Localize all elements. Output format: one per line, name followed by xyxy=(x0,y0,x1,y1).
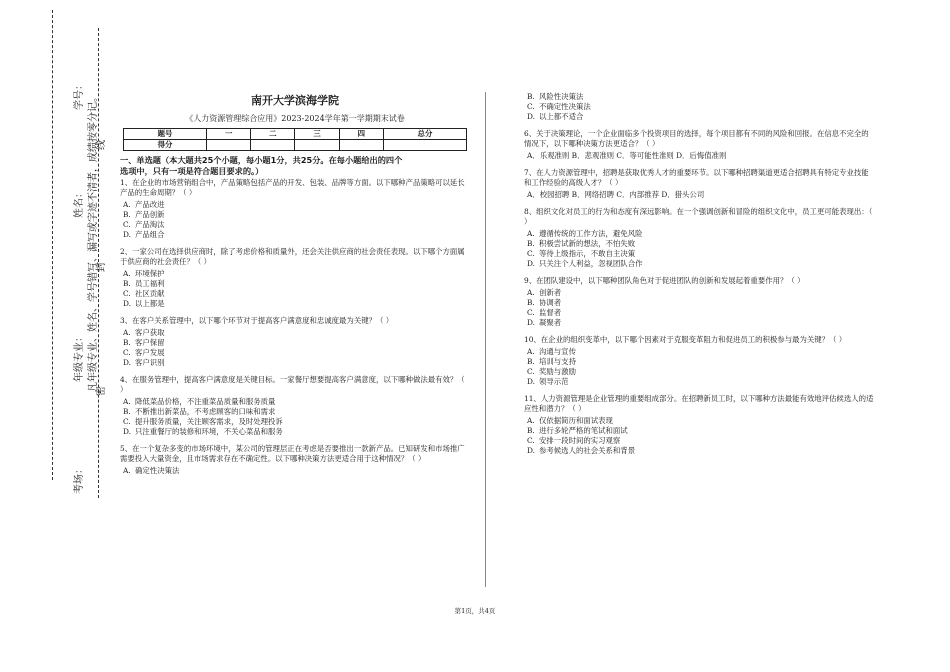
option-item xyxy=(120,348,470,358)
option-item xyxy=(524,446,874,456)
section-heading-line1: 一、单选题（本大题共25个小题，每小题1分，共25分。在每小题给出的四个 xyxy=(120,155,403,165)
question-5-continued-options xyxy=(524,92,874,122)
question-text: 2、一家公司在选择供应商时，除了考虑价格和质量外，还会关注供应商的社会责任表现。以下哪个方面属于供应商的社会责任？（ ） xyxy=(120,247,465,266)
option-letter: B. xyxy=(123,407,131,416)
question-text: 8、组织文化对员工的行为和态度有深远影响。在一个强调创新和冒险的组织文化中，员工更可能表现出：（ ） xyxy=(524,207,873,226)
option-letter: C. xyxy=(123,289,131,298)
option-letter: B. xyxy=(527,92,535,101)
exam-room-label: 考场： xyxy=(74,464,85,494)
option-text: 不断推出新菜品，不考虑顾客的口味和需求 xyxy=(135,407,276,416)
option-item xyxy=(524,112,874,122)
option-text: 等待上级指示，不敢自主决策 xyxy=(539,249,636,258)
question-text: 10、在企业的组织变革中，以下哪个因素对于克服变革阻力和促进员工的积极参与最为关键？（ ） xyxy=(524,335,847,344)
option-letter: C. xyxy=(123,220,131,229)
option-text: 仅依据简历和面试表现 xyxy=(539,416,613,425)
score-row-label: 得分 xyxy=(124,140,207,151)
question-item xyxy=(120,316,470,368)
option-text: 凝聚者 xyxy=(539,318,562,327)
option-text: 客户发展 xyxy=(135,348,165,357)
option-item xyxy=(524,377,874,387)
option-item xyxy=(120,279,470,289)
option-letter: A. xyxy=(527,229,535,238)
option-letter: D. xyxy=(123,230,132,239)
question-text: 4、在服务管理中，提高客户满意度是关键目标。一家餐厅想要提高客户满意度，以下哪种做法最有效？（ ） xyxy=(120,375,465,394)
score-cell xyxy=(383,140,466,151)
option-letter: B. xyxy=(123,338,131,347)
option-text: 产品淘汰 xyxy=(135,220,165,229)
option-item xyxy=(524,298,874,308)
question-item xyxy=(120,178,470,240)
question-text: 7、在人力资源管理中，招聘是获取优秀人才的重要环节。以下哪种招聘渠道更适合招聘具有特定专业技能和工作经验的高级人才？（ ） xyxy=(524,168,869,187)
option-item xyxy=(120,210,470,220)
option-item xyxy=(524,102,874,112)
grade-major-label: 年级专业： xyxy=(74,332,85,382)
option-item xyxy=(120,328,470,338)
option-letter: A. xyxy=(527,347,535,356)
score-header-cell: 三 xyxy=(295,129,339,140)
option-item xyxy=(524,357,874,367)
question-item xyxy=(524,168,874,200)
option-letter: D. xyxy=(123,358,132,367)
option-item xyxy=(120,220,470,230)
option-letter: D. xyxy=(527,112,536,121)
score-header-cell: 一 xyxy=(207,129,251,140)
option-text: 创新者 xyxy=(539,288,562,297)
option-letter: C. xyxy=(527,249,535,258)
option-item xyxy=(120,299,470,309)
option-item xyxy=(120,397,470,407)
left-column xyxy=(120,96,470,483)
option-letter: A. xyxy=(123,200,131,209)
option-letter: D. xyxy=(123,427,132,436)
option-text: 确定性决策法 xyxy=(135,466,180,475)
option-text: 产品组合 xyxy=(135,230,165,239)
score-header-cell: 题号 xyxy=(124,129,207,140)
option-letter: D. xyxy=(123,299,132,308)
score-table-score-row xyxy=(124,140,467,151)
question-item xyxy=(120,375,470,437)
option-item xyxy=(524,288,874,298)
question-text: 11、人力资源管理是企业管理的重要组成部分。在招聘新员工时，以下哪种方法最能有效地评估候选人的适应性和潜力？（ ） xyxy=(524,394,874,413)
binding-margin xyxy=(60,10,110,530)
option-letter: D. xyxy=(527,446,536,455)
section-heading xyxy=(120,155,470,177)
option-item xyxy=(120,417,470,427)
option-item xyxy=(524,308,874,318)
option-text: 沟通与宣传 xyxy=(539,347,576,356)
inline-options: A．乐观准则 B．悲观准则 C．等可能性准则 D．后悔值准则 xyxy=(527,151,727,160)
option-text: 奖励与激励 xyxy=(539,367,576,376)
option-item xyxy=(524,239,874,249)
option-text: 领导示范 xyxy=(539,377,569,386)
option-text: 监督者 xyxy=(539,308,562,317)
option-item xyxy=(524,367,874,377)
score-cell xyxy=(339,140,383,151)
option-letter: C. xyxy=(123,348,131,357)
option-item xyxy=(120,466,470,476)
option-item xyxy=(120,269,470,279)
score-header-cell: 二 xyxy=(251,129,295,140)
question-text: 5、在一个复杂多变的市场环境中，某公司的管理层正在考虑是否要推出一款新产品。已知研发和市场推广需要投入大量资金，且市场需求存在不确定性。以下哪种决策方法更适合用于这种情况？（ ） xyxy=(120,444,465,463)
question-item xyxy=(120,247,470,309)
option-item xyxy=(524,318,874,328)
option-letter: B. xyxy=(123,210,131,219)
option-letter: A. xyxy=(527,288,535,297)
option-text: 产品创新 xyxy=(135,210,165,219)
option-text: 以上都是 xyxy=(135,299,165,308)
option-text: 不确定性决策法 xyxy=(539,102,591,111)
option-letter: A. xyxy=(123,328,131,337)
option-letter: C. xyxy=(527,102,535,111)
option-letter: B. xyxy=(527,239,535,248)
option-item xyxy=(524,347,874,357)
question-item xyxy=(120,444,470,476)
inline-options: A．校园招聘 B．网络招聘 C．内部推荐 D．猎头公司 xyxy=(527,190,705,199)
option-letter: D. xyxy=(527,377,536,386)
binding-dashed-line-inner xyxy=(52,10,53,480)
option-letter: B. xyxy=(527,357,535,366)
option-letter: B. xyxy=(123,279,131,288)
question-item xyxy=(524,207,874,269)
option-item xyxy=(120,200,470,210)
option-text: 社区贡献 xyxy=(135,289,165,298)
option-letter: B. xyxy=(527,426,535,435)
question-item xyxy=(524,335,874,387)
option-text: 只关注个人利益，忽视团队合作 xyxy=(539,259,643,268)
option-item xyxy=(120,407,470,417)
score-header-cell: 四 xyxy=(339,129,383,140)
option-item xyxy=(524,249,874,259)
option-text: 环境保护 xyxy=(135,269,165,278)
option-text: 客户获取 xyxy=(135,328,165,337)
binding-mi: 密 xyxy=(96,386,107,396)
option-letter: C. xyxy=(123,417,131,426)
name-label: 姓名： xyxy=(74,188,85,218)
score-cell xyxy=(251,140,295,151)
option-text: 协调者 xyxy=(539,298,562,307)
question-text: 9、在团队建设中，以下哪种团队角色对于促进团队的创新和发展起着重要作用？（ ） xyxy=(524,276,805,285)
option-text: 积极尝试新的想法，不怕失败 xyxy=(539,239,636,248)
option-text: 进行多轮严格的笔试和面试 xyxy=(539,426,628,435)
option-text: 培训与支持 xyxy=(539,357,576,366)
option-text: 产品改进 xyxy=(135,200,165,209)
option-item xyxy=(120,230,470,240)
option-text: 降低菜品价格，不注重菜品质量和服务质量 xyxy=(135,397,276,406)
student-id-label: 学号： xyxy=(74,80,85,110)
option-letter: C. xyxy=(527,436,535,445)
option-text: 参考候选人的社会关系和背景 xyxy=(539,446,636,455)
option-letter: D. xyxy=(527,318,536,327)
option-item xyxy=(524,259,874,269)
question-item xyxy=(524,129,874,161)
option-text: 员工福利 xyxy=(135,279,165,288)
option-letter: A. xyxy=(123,397,131,406)
option-text: 风险性决策法 xyxy=(539,92,584,101)
right-column xyxy=(524,92,874,463)
question-item xyxy=(524,276,874,328)
question-text: 3、在客户关系管理中，以下哪个环节对于提高客户满意度和忠诚度最为关键？（ ） xyxy=(120,316,394,325)
option-letter: C. xyxy=(527,367,535,376)
option-letter: A. xyxy=(123,466,131,475)
column-divider xyxy=(485,92,486,587)
score-cell xyxy=(207,140,251,151)
option-text: 只注重餐厅的装修和环境，不关心菜品和服务 xyxy=(135,427,283,436)
option-item xyxy=(120,427,470,437)
score-table-header-row xyxy=(124,129,467,140)
left-question-list xyxy=(120,178,470,476)
option-text: 遵循传统的工作方法，避免风险 xyxy=(539,229,643,238)
binding-xian: 线 xyxy=(96,140,107,150)
option-item xyxy=(524,92,874,102)
section-heading-line2: 选项中，只有一项是符合题目要求的。） xyxy=(120,166,264,176)
option-item xyxy=(524,426,874,436)
option-letter: A. xyxy=(123,269,131,278)
option-text: 客户识别 xyxy=(135,358,165,367)
option-item xyxy=(120,338,470,348)
option-letter: C. xyxy=(527,308,535,317)
option-text: 提升服务质量，关注顾客需求，及时处理投诉 xyxy=(135,417,283,426)
option-item xyxy=(524,436,874,446)
question-text: 1、在企业的市场营销组合中，产品策略包括产品的开发、包装、品牌等方面。以下哪种产品策略可以延长产品的生命周期？（ ） xyxy=(120,178,465,197)
score-cell xyxy=(295,140,339,151)
option-text: 客户保留 xyxy=(135,338,165,347)
option-letter: D. xyxy=(527,259,536,268)
score-header-cell: 总分 xyxy=(383,129,466,140)
binding-feng: 封 xyxy=(96,262,107,272)
binding-notice: 凡年级专业、姓名、学号错写、漏写或字迹不清者，成绩按零分记。 xyxy=(88,92,99,392)
right-question-list xyxy=(524,129,874,456)
option-letter: A. xyxy=(527,416,535,425)
option-item xyxy=(120,358,470,368)
option-letter: B. xyxy=(527,298,535,307)
score-table xyxy=(123,128,467,151)
question-item xyxy=(524,394,874,456)
option-item xyxy=(524,229,874,239)
page-number: 第1页，共4页 xyxy=(454,607,496,615)
option-text: 安排一段时间的实习观察 xyxy=(539,436,621,445)
option-item xyxy=(120,289,470,299)
exam-subtitle: 《人力资源管理综合应用》2023-2024学年第一学期期末试卷 xyxy=(185,114,405,123)
school-title: 南开大学滨海学院 xyxy=(251,94,339,107)
question-text: 6、关于决策理论，一个企业面临多个投资项目的选择，每个项目都有不同的风险和回报。在信息不完全的情况下，以下哪种决策方法更适合？（ ） xyxy=(524,129,869,148)
option-item xyxy=(524,416,874,426)
option-text: 以上都不适合 xyxy=(539,112,584,121)
